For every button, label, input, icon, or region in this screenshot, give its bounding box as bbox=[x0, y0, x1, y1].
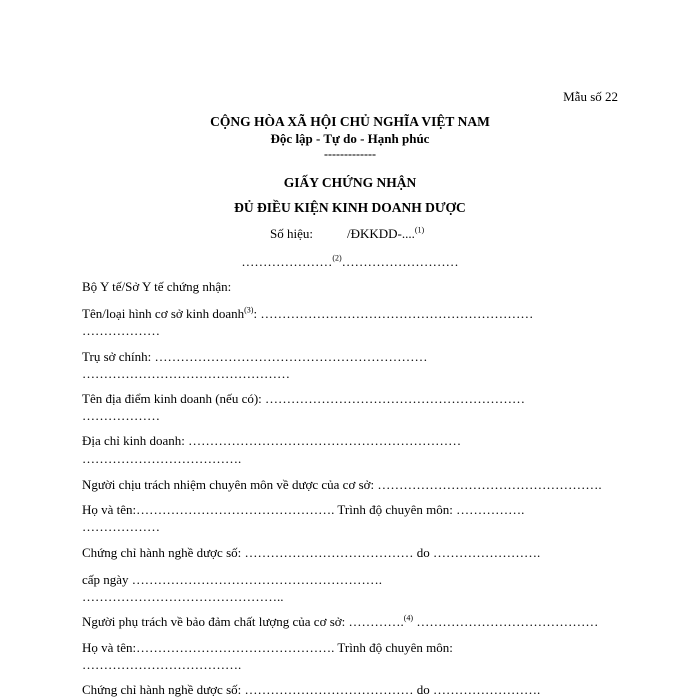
form-number: Mẫu số 22 bbox=[563, 89, 618, 104]
certificate-number-code: /ĐKKDD-.... bbox=[346, 226, 415, 241]
quality-person-line bbox=[82, 614, 598, 630]
country-name: CỘNG HÒA XÃ HỘI CHỦ NGHĨA VIỆT NAM bbox=[210, 114, 490, 129]
business-name-continuation: ……………… bbox=[82, 323, 160, 338]
quality-practice-certificate-line: Chứng chỉ hành nghề dược số: ………………………………… do ……………………. bbox=[82, 682, 541, 697]
document-subtitle: ĐỦ ĐIỀU KIỆN KINH DOANH DƯỢC bbox=[234, 200, 466, 215]
issue-date-line: cấp ngày …………………………………………………. bbox=[82, 572, 383, 587]
quality-person-dots: …………………………………… bbox=[413, 614, 599, 629]
business-address-continuation: ………………………………. bbox=[82, 451, 242, 466]
national-motto: Độc lập - Tự do - Hạnh phúc bbox=[270, 131, 430, 146]
responsible-person-line: Người chịu trách nhiệm chuyên môn về dược của cơ sở: ……………………………………………. bbox=[82, 477, 602, 492]
certificate-number bbox=[270, 226, 424, 242]
footnote-1: (1) bbox=[414, 225, 425, 235]
business-address-line: Địa chỉ kinh doanh: ……………………………………………………… bbox=[82, 433, 462, 448]
responsible-name-qualification-line: Họ và tên:………………………………………. Trình độ chuyên môn: ……………. bbox=[82, 502, 525, 517]
business-name-line bbox=[82, 306, 533, 322]
responsible-qualification-continuation: ……………… bbox=[82, 519, 160, 534]
practice-certificate-line: Chứng chỉ hành nghề dược số: ………………………………… do ……………………. bbox=[82, 545, 541, 560]
place-date-line bbox=[0, 254, 700, 270]
business-location-name-line: Tên địa điểm kinh doanh (nếu có): …………………………………………………… bbox=[82, 391, 526, 406]
issue-date-continuation: ……………………………………….. bbox=[82, 589, 284, 604]
footnote-2: (2) bbox=[332, 253, 342, 263]
quality-qualification-continuation: ………………………………. bbox=[82, 657, 242, 672]
footnote-4: (4) bbox=[403, 613, 414, 623]
business-name-label: Tên/loại hình cơ sở kinh doanh bbox=[82, 306, 245, 321]
footnote-3: (3) bbox=[244, 305, 254, 315]
quality-person-text: Người phụ trách về bảo đảm chất lượng của cơ sở: …………. bbox=[82, 614, 404, 629]
document-title: GIẤY CHỨNG NHẬN bbox=[283, 175, 417, 190]
header-separator: ------------- bbox=[324, 147, 376, 161]
place-dots: ………………… bbox=[241, 254, 333, 269]
certificate-number-label: Số hiệu: bbox=[270, 226, 313, 241]
head-office-line: Trụ sở chính: ……………………………………………………… bbox=[82, 349, 428, 364]
quality-name-qualification-line: Họ và tên:………………………………………. Trình độ chuyên môn: bbox=[82, 640, 453, 655]
business-location-name-continuation: ……………… bbox=[82, 408, 160, 423]
certifier-line: Bộ Y tế/Sở Y tế chứng nhận: bbox=[82, 279, 232, 294]
date-dots: ……………………… bbox=[341, 254, 459, 269]
business-name-dots: : ……………………………………………………… bbox=[253, 306, 534, 321]
head-office-continuation: ………………………………………… bbox=[82, 366, 290, 381]
